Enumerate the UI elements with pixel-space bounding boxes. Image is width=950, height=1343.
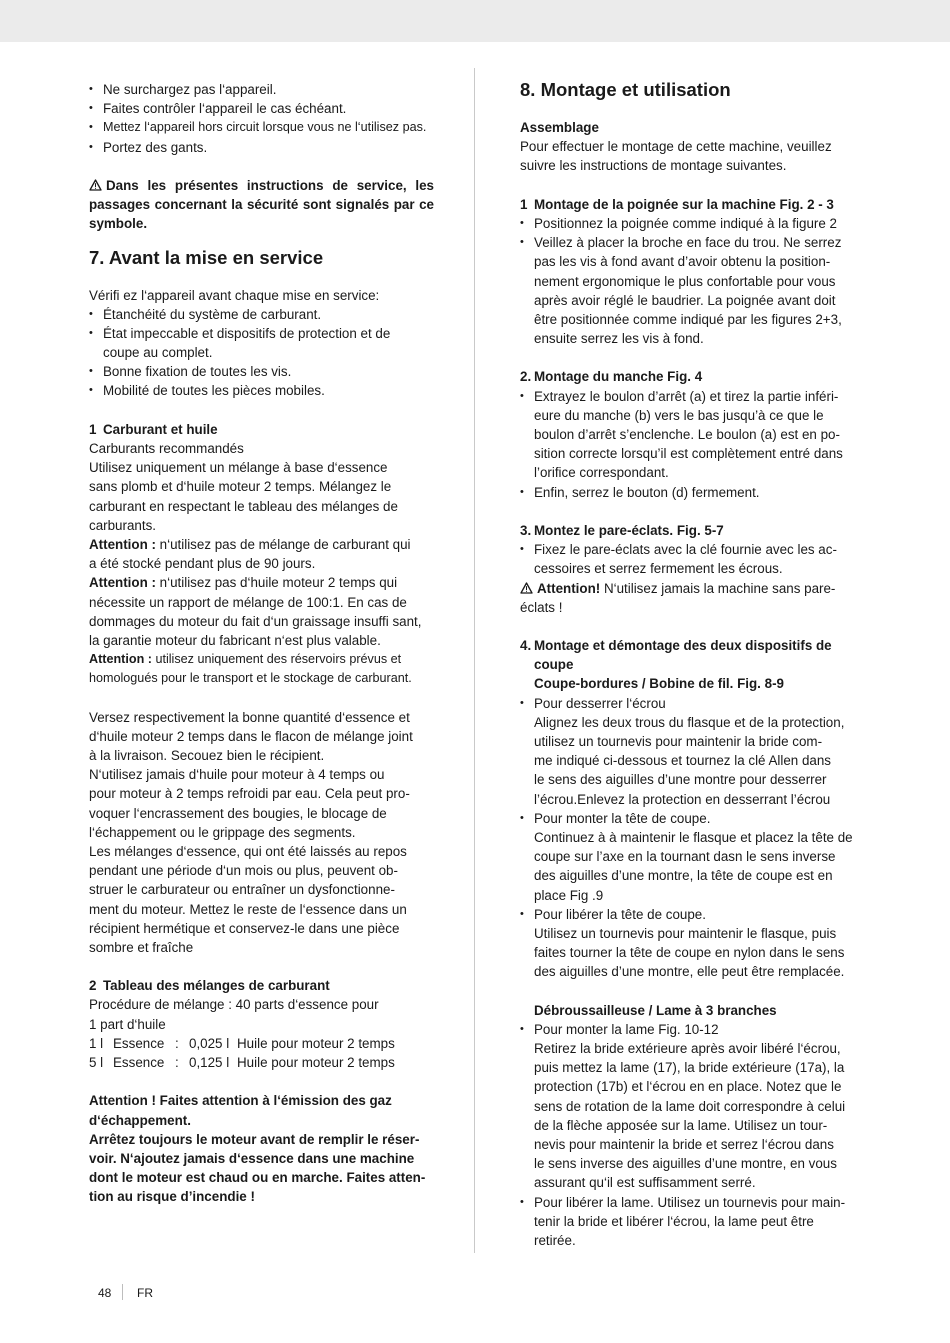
list-item-continuation: Retirez la bride extérieure après avoir libéré l‘écrou, xyxy=(534,1041,841,1056)
text-line: N‘utilisez jamais d‘huile pour moteur à 4 temps ou xyxy=(89,767,385,783)
list-item-continuation: coupe au complet. xyxy=(103,345,213,361)
list-item-continuation: place Fig .9 xyxy=(534,887,604,903)
list-item-continuation: retirée. xyxy=(534,1232,576,1248)
warning-text: dont le moteur est chaud ou en marche. Faites atten- xyxy=(89,1170,426,1186)
text-line: l‘échappement ou le grippage des segments. xyxy=(89,824,356,840)
list-item: • Portez des gants. xyxy=(89,138,434,157)
list-item-continuation: après avoir réglé le baudrier. La poignée avant doit xyxy=(534,292,836,308)
text-line: a été stocké pendant plus de 90 jours. xyxy=(89,556,316,572)
step-heading: 1 Montage de la poignée sur la machine Fig. 2 - 3 xyxy=(520,196,834,212)
list-item: • Enfin, serrez le bouton (d) fermement. xyxy=(520,483,865,502)
step-heading: 4. Montage et démontage des deux dispositifs de xyxy=(520,638,832,654)
attention-line: Attention : utilisez uniquement des réservoirs prévus et xyxy=(89,652,402,667)
text-line: sans plomb et d‘huile moteur 2 temps. Mélangez le xyxy=(89,479,392,495)
attention-line: Attention : n‘utilisez pas d‘huile moteur 2 temps qui xyxy=(89,575,398,591)
mixing-table xyxy=(89,1034,395,1072)
list-item: • Pour monter la lame Fig. 10-12 xyxy=(520,1020,865,1039)
list-item: • Ne surchargez pas l‘appareil. xyxy=(89,80,434,99)
list-item-continuation: cessoires et serrez fermement les écrous. xyxy=(534,561,783,577)
list-item: • Veillez à placer la broche en face du trou. Ne serrez xyxy=(520,233,865,252)
list-item: • Pour libérer la tête de coupe. xyxy=(520,905,865,924)
page-footer xyxy=(98,1284,153,1300)
list-item-continuation: nevis pour maintenir la bride et serrez l‘écrou dans xyxy=(534,1136,834,1152)
language-code: FR xyxy=(137,1286,153,1300)
list-item: • Pour desserrer l‘écrou xyxy=(520,694,865,713)
list-item-continuation: des aiguilles d’une montre, elle peut être remplacée. xyxy=(534,964,845,980)
text-line: Procédure de mélange : 40 parts d‘essence pour xyxy=(89,997,379,1013)
list-item-continuation: puis mettez la lame (17), la bride extérieure (17a), la xyxy=(534,1060,845,1076)
list-item-continuation: l’écrou.Enlevez la protection en desserrant l’écrou xyxy=(534,791,831,807)
list-item-continuation: me indiqué ci-dessous et tournez la clé Allen dans xyxy=(534,753,831,769)
right-column xyxy=(520,80,865,1250)
step-heading-continuation: coupe xyxy=(534,657,574,673)
list-item-continuation: ensuite serrez les vis à fond. xyxy=(534,331,704,347)
text-line: homologués pour le transport et le stockage de carburant. xyxy=(89,671,412,686)
list-item-continuation: nement ergonomique le plus confortable pour vous xyxy=(534,273,836,289)
text-line: Carburants recommandés xyxy=(89,441,244,456)
list-item-continuation: Alignez les deux trous du flasque et de la protection, xyxy=(534,714,845,730)
text-line: la garantie moteur du fabricant n‘est plus valable. xyxy=(89,632,381,648)
text-line: d‘huile moteur 2 temps dans le flacon de mélange joint xyxy=(89,728,413,744)
text-line: Versez respectivement la bonne quantité d‘essence et xyxy=(89,709,410,725)
list-item-continuation: sition correcte lorsqu’il est complètement entré dans xyxy=(534,446,843,462)
list-item: • Faites contrôler l‘appareil le cas échéant. xyxy=(89,99,434,118)
top-band xyxy=(0,0,950,42)
list-item-continuation: faites tourner la tête de coupe en nylon dans le sens xyxy=(534,945,845,961)
section-title-7: 7. Avant la mise en service xyxy=(89,246,324,268)
list-item-continuation: boulon d’arrêt s’enclenche. Le boulon (a) est en po- xyxy=(534,427,840,442)
sub-heading: Débroussailleuse / Lame à 3 branches xyxy=(534,1002,777,1018)
text-line: dommages du moteur du fait d‘un graissage insuffi sant, xyxy=(89,613,422,629)
list-item-continuation: le sens inverse des aiguilles d’une montre, en vous xyxy=(534,1156,837,1172)
text-line: 1 part d‘huile xyxy=(89,1016,166,1032)
text-line: carburant en respectant le tableau des mélanges de xyxy=(89,498,398,514)
attention-line: Attention : n‘utilisez pas de mélange de carburant qui xyxy=(89,536,411,552)
text-line: ment du moteur. Mettez le reste de l‘essence dans un xyxy=(89,901,407,917)
safety-note-line: symbole. xyxy=(89,216,148,232)
list-item-continuation: pas les vis à fond avant d’avoir obtenu la position- xyxy=(534,254,831,270)
list-item-continuation: Continuez à à maintenir le flasque et placez la tête de xyxy=(534,829,853,845)
sub-heading: Coupe-bordures / Bobine de fil. Fig. 8-9 xyxy=(534,676,784,692)
list-item-continuation: de la flèche apposée sur la lame. Utilisez un tour- xyxy=(534,1117,828,1133)
subsection-heading: 1 Carburant et huile xyxy=(89,421,218,437)
list-item-continuation: assurant qu‘il est suffisamment serré. xyxy=(534,1175,756,1191)
text-line: Utilisez uniquement un mélange à base d‘essence xyxy=(89,460,388,476)
left-column xyxy=(89,80,434,1207)
list-item: • Extrayez le boulon d’arrêt (a) et tirez la partie inféri- xyxy=(520,387,865,406)
text-line: éclats ! xyxy=(520,599,563,615)
text-line: nécessite un rapport de mélange de 100:1. En cas de xyxy=(89,594,407,610)
step-heading: 3. Montez le pare-éclats. Fig. 5-7 xyxy=(520,522,724,538)
text-line: sombre et fraîche xyxy=(89,939,194,955)
subsection-heading: 2 Tableau des mélanges de carburant xyxy=(89,978,330,994)
text-line: à la livraison. Secouez bien le récipient. xyxy=(89,748,325,763)
footer-divider xyxy=(122,1284,123,1300)
column-divider xyxy=(474,68,475,1253)
list-item-continuation: protection (17b) et l‘écrou en en place. Notez que le xyxy=(534,1079,842,1095)
list-item: • État impeccable et dispositifs de protection et de xyxy=(89,324,434,343)
text-line: Les mélanges d‘essence, qui ont été laissés au repos xyxy=(89,843,407,859)
warning-icon xyxy=(520,582,533,594)
table-row: 5 l Essence : 0,125 l Huile pour moteur 2 temps xyxy=(89,1055,395,1071)
list-item: • Pour libérer la lame. Utilisez un tournevis pour main- xyxy=(520,1193,865,1212)
list-item: • Mettez l‘appareil hors circuit lorsque vous ne l‘utilisez pas. xyxy=(89,118,434,137)
list-item-continuation: coupe sur l’axe en la tournant dasn le sens inverse xyxy=(534,849,836,865)
list-item-continuation: utilisez un tournevis pour maintenir la bride com- xyxy=(534,734,823,749)
text-line: pendant une période d‘un mois ou plus, peuvent ob- xyxy=(89,863,398,879)
assembly-heading: Assemblage xyxy=(520,120,599,135)
text-line: Pour effectuer le montage de cette machine, veuillez xyxy=(520,139,832,155)
text-line: carburants. xyxy=(89,517,156,533)
list-item-continuation: l’orifice correspondant. xyxy=(534,465,669,481)
page-number: 48 xyxy=(98,1286,112,1300)
warning-text: d‘échappement. xyxy=(89,1112,191,1128)
list-item: • Pour monter la tête de coupe. xyxy=(520,809,865,828)
list-item: • Étanchéité du système de carburant. xyxy=(89,305,434,324)
text-line: voquer l‘encrassement des bougies, le blocage de xyxy=(89,805,387,821)
list-item-continuation: sens de rotation de la lame doit correspondre à celui xyxy=(534,1098,846,1114)
section-title-8: 8. Montage et utilisation xyxy=(520,79,731,100)
text-line: pour moteur à 2 temps refroidi par eau. Cela peut pro- xyxy=(89,786,410,802)
list-item-continuation: être positionnée comme indiqué par les figures 2+3, xyxy=(534,311,842,327)
safety-note-line: passages concernant la sécurité sont signalés par ce xyxy=(89,197,434,213)
safety-note: Dans les présentes instructions de service, les xyxy=(89,176,434,195)
warning-text: tion au risque d’incendie ! xyxy=(89,1189,255,1205)
step-heading: 2. Montage du manche Fig. 4 xyxy=(520,369,703,385)
list-item-continuation: Utilisez un tournevis pour maintenir le flasque, puis xyxy=(534,925,837,941)
warning-text: Arrêtez toujours le moteur avant de remplir le réser- xyxy=(89,1131,420,1147)
list-item: • Positionnez la poignée comme indiqué à la figure 2 xyxy=(520,214,865,233)
list-item-continuation: eure du manche (b) vers le bas jusqu’à ce que le xyxy=(534,407,824,423)
list-item: • Fixez le pare-éclats avec la clé fournie avec les ac- xyxy=(520,540,865,559)
list-item-continuation: le sens des aiguilles d’une montre pour desserrer xyxy=(534,772,827,788)
warning-text: voir. N‘ajoutez jamais d‘essence dans une machine xyxy=(89,1150,415,1166)
list-item-continuation: des aiguilles d’une montre, la tête de coupe est en xyxy=(534,868,833,884)
list-item: • Mobilité de toutes les pièces mobiles. xyxy=(89,381,434,400)
text-line: suivre les instructions de montage suivantes. xyxy=(520,158,787,174)
warning-icon xyxy=(89,179,102,191)
list-item: • Bonne fixation de toutes les vis. xyxy=(89,362,434,381)
warning-text: Attention ! Faites attention à l‘émission des gaz xyxy=(89,1093,392,1109)
list-item-continuation: tenir la bride et libérer l‘écrou, la lame peut être xyxy=(534,1213,814,1229)
text-line: struer le carburateur ou entraîner un dysfonctionne- xyxy=(89,882,395,898)
text-line: récipient hermétique et conservez-le dans une pièce xyxy=(89,920,400,936)
attention-line: Attention! N‘utilisez jamais la machine sans pare- xyxy=(520,579,865,598)
section-intro: Vérifi ez l‘appareil avant chaque mise en service: xyxy=(89,287,380,303)
table-row: 1 l Essence : 0,025 l Huile pour moteur 2 temps xyxy=(89,1035,395,1051)
